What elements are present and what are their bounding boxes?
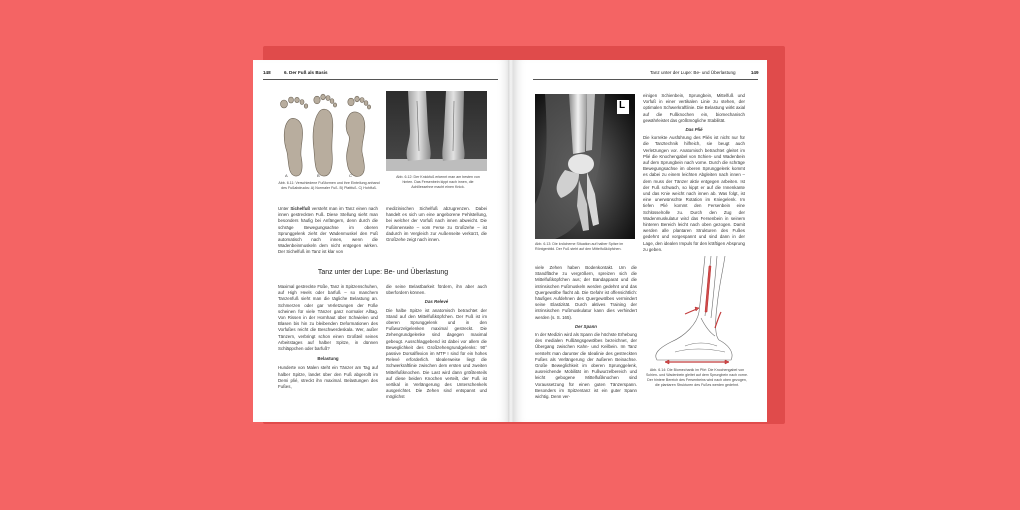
plie-foot-illustration	[645, 256, 747, 366]
footprint-label-b: B	[317, 173, 320, 178]
right-col1-text: viele Zehen haben Bodenkontakt. Um die Standfläche zu vergrößern, spreizen sich die Mittelfußköpfchen aus; der Bandapparat und die intrinsischen Fußmuskeln werden gedehnt und das Quergewölbe flacht ab. Die Gefahr ist offensichtlich: häufiges Aufdehnen des Quergewölbes vermindert seine Elastizität. Durch aktives Training der intrinsischen Fußmuskulatur kann dies verhindert werden (s. S. 165). Der Spann In der Medizin wird als Spann die höchste Erhebung des medialen Fußlängsgewölbes bezeichnet, der Übergang zwischen Kahn- und Keilbein. Im Tanz versteht man darunter die Idealinie des gestreckten Fußes als Verlängerung der äußeren Beinachse. Große Beweglichkeit im oberen Sprunggelenk, ausreichende Mobilität im Fußwurzelbereich und leicht gebogene Mittelfußknochen sind Voraussetzung für einen guten Tänzerspann. Besonders im Spitzentanz ist ein guter Spann wichtig. Denn ver-	[535, 265, 637, 400]
heels-photo	[386, 91, 487, 171]
left-page-number: 148	[263, 70, 271, 75]
left-page-header	[263, 70, 328, 75]
left-col2-text-top: medizinischen Sichelfuß abzugrenzen. Dabei handelt es sich um eine angeborene Fehlstellung, bei welcher der Vorfuß nach innen abweicht. Die Fußinnenseite – vom Ferse zu Großzehe – ist dadurch im Vergleich zur Außenseite verkürzt, die Großzehe zeigt nach innen.	[386, 206, 487, 243]
left-page	[253, 60, 510, 422]
subhead-releve: Das Relevé	[424, 299, 449, 305]
footprint-a	[284, 118, 302, 176]
right-page-header	[650, 70, 759, 75]
left-header-rule	[263, 79, 498, 80]
footprint-c	[346, 112, 365, 176]
left-col1-text-top: Unter Sichelfuß versteht man im Tanz einen nach innen gestreckten Fuß. Diese Stellung sieht man besonders häufig bei Anfängern, denn durch die schräge Bewegungsachse im oberen Sprunggelenk zieht der Wadenmuskel den Fuß automatisch nach innen, wenn die Wadenbeinmuskeln dem nicht entgegen wirken. Der Sichelfuß im Tanz ist klar von	[278, 206, 378, 255]
subhead-spann: Der Spann	[575, 323, 597, 329]
footprint-label-c: C	[349, 173, 352, 178]
subhead-plie: Das Plié	[685, 127, 703, 133]
right-page-number: 149	[750, 70, 759, 75]
footprint-figure	[275, 90, 379, 182]
xray-caption: Abb. 6.13: Die knöcherne Situation auf halber Spitze im Röntgenbild. Der Fuß steht auf den Mittelfußköpfchen.	[535, 242, 624, 251]
footprint-figure-caption: Abb. 6.11: Verschiedene Fußformen und ihre Einteilung anhand des Fußabdrucks: A) Normaler Fuß. B) Plattfuß. C) Hohlfuß.	[278, 181, 380, 190]
right-page	[513, 60, 767, 422]
subhead-belastung: Belastung	[317, 356, 339, 362]
right-col2-text-top: einigen Schienbein, Sprungbein, Mittelfuß und Vorfuß in einer vertikalen Linie zu stehen, der optimalen Schwerkraftlinie. Die Belastung wirkt axial auf die Fußknochen ein, biomechanisch gewährleistet das größtmögliche Stabilität. Das Plié Die korrekte Ausführung des Pliés ist nicht nur für die Tanztechnik hilfreich, sie beugt auch Verletzungen vor. Anatomisch betrachtet gleitet im Plié die Knochengabel von Schien- und Wadenbein auf dem Sprungbein nach vorne. Durch die schräge Bewegungsachse im oberen Sprunggelenk kommt es dabei zu einem leichten Abgleiten nach innen – dem muss der Tänzer aktiv entgegen arbeiten. Ist der Fuß schwach, so kippt er auf die Innenkante und das Knie weicht nach innen ab. Was folgt, ist eine unerwünschte Rotation im Kniegelenk. Im tiefen Plié kommt den Fersenbein eine Schlüsselrolle zu. Durch den Zug der Wadenmuskulatur wird das Fersenbein in seinem hinteren Bereich leicht nach oben gezogen. Damit werden alle plantaren Strukturen des Fußes gedehnt und vorgespannt und sind dann in der Lage, den idealen Impuls für den kräftigen Absprung zu geben.	[643, 93, 745, 252]
left-col1-text-bottom: Maximal gestreckte Füße, Tanz in Spitzenschuhen, auf High Heels oder barfuß – so manchem Tanzenfuß sieht man die tägliche Belastung an. Schmerzen oder gar Verletzungen der Füße scheinen für viele Tänzer ganz normaler Alltag. Von Rissen in der Hornhaut über Schwielen und Blasen bis hin zu bleibenden Deformationen des Vorfußes reicht die Beschwerdeskala. Wer, außer Tänzern, verbringt schon einen Großteil seines Arbeitstages auf halber Spitze, in dünnen Schläppchen oder barfuß? Belastung Hunderte von Malen steht ein Tänzer am Tag auf halber Spitze, landet über den Fuß abgerollt im Demi plié, streckt ihn maximal. Belastungen des Fußes,	[278, 284, 378, 390]
left-col2-text-bottom: die seine Belastbarkeit fördern, ihn aber auch überfordern können. Das Relevé Die halbe Spitze ist anatomisch betrachtet der Stand auf den Mittelfußköpfchen. Der Fuß ist im oberen Sprunggelenk und in den Fußwurzelgelenken maximal gestreckt. Die Zehengrundgelenke sind dagegen maximal gebeugt. Ausschlaggebend ist dabei vor allem die Beweglichkeit des Großzehengrundgelenks: 90° passive Dorsalflexion im MTP I sind für ein hohes Relevé erforderlich. Idealerweise liegt die Schwerkraftlinie zwischen dem ersten und zweiten Mittelfußknochen. Die Last wird dann größtenteils auf diese beiden Knochen verteilt, der Fuß ist vertikal in Verlängerung des Unterschenkels ausgerichtet. Die Zehen sind entspannt und möglichst	[386, 284, 487, 400]
xray-side-marker: L	[619, 100, 626, 111]
left-page-chapter-title: 6. Der Fuß als Basis	[283, 70, 328, 75]
right-header-rule	[533, 79, 758, 80]
footprint-label-a: A	[285, 173, 288, 178]
plie-figure-caption: Abb. 6.14: Die Biomechanik im Plié: Die Knochengabel von Schien- und Wadenbein gleitet auf dem Sprungbein nach vorne. Der hintere Bereich des Fersenbeins wird nach oben gezogen, die plantaren Strukturen des Fußes werden gedehnt.	[646, 368, 748, 387]
right-page-chapter-title: Tanz unter der Lupe: Be- und Überlastung	[650, 70, 736, 75]
xray-image	[535, 94, 635, 239]
section-title: Tanz unter der Lupe: Be- und Überlastung	[317, 269, 449, 276]
heels-photo-caption: Abb. 6.12: Der Knickfuß erkennt man am besten von hinten. Das Fersenbein kippt nach innen, die Achillessehne macht einen Knick.	[396, 175, 480, 189]
term-sichelfuss: Sichelfuß	[290, 206, 311, 211]
footprint-b	[313, 109, 333, 176]
